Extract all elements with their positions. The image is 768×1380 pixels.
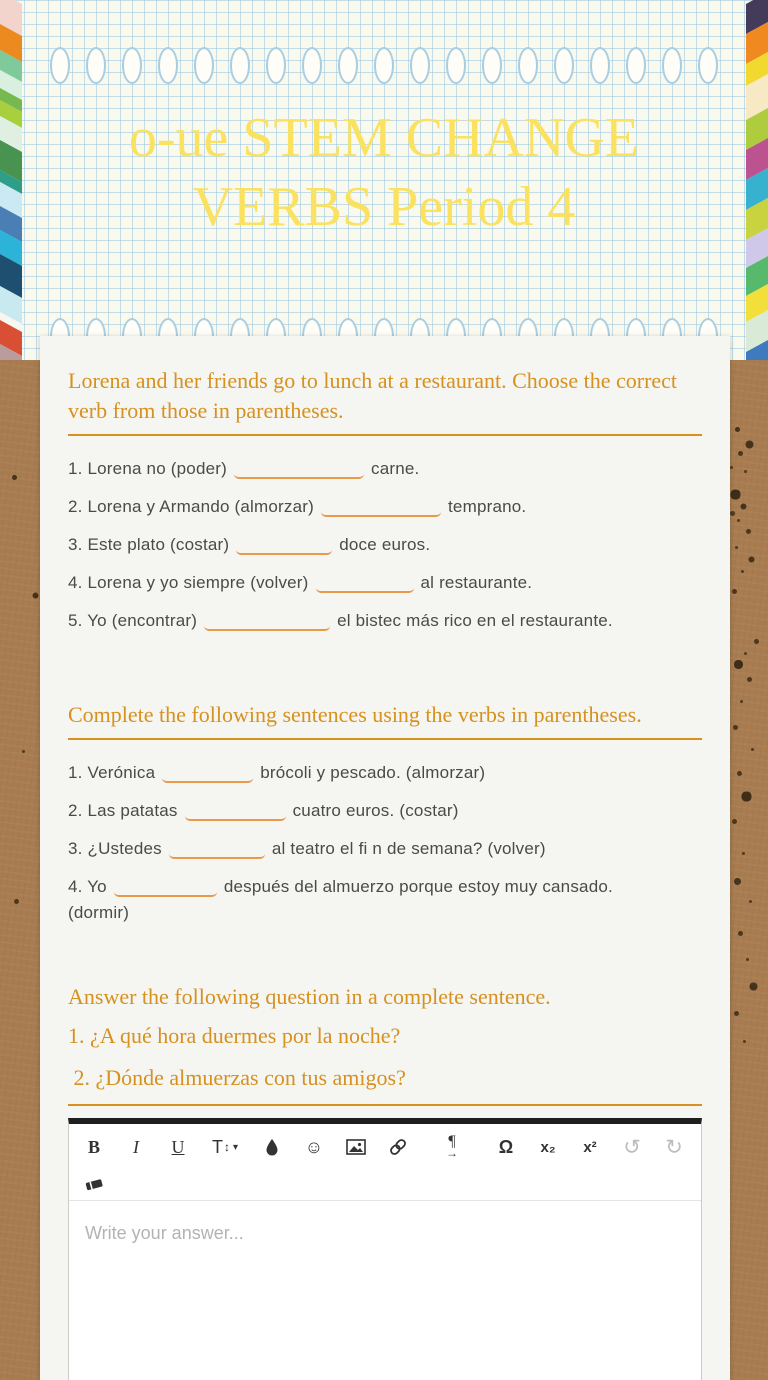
exercise2-heading: Complete the following sentences using the verbs in parentheses.: [68, 702, 642, 727]
question-row: [68, 798, 702, 824]
answer-textarea[interactable]: [69, 1201, 701, 1380]
section-exercise1: [68, 366, 702, 634]
question-row: [68, 760, 702, 786]
question-text-pre: 1. Lorena no (poder): [68, 459, 227, 478]
redo-button[interactable]: ↻: [659, 1132, 689, 1162]
question-text-post: el bistec más rico en el restaurante.: [337, 611, 613, 630]
open-question: 1. ¿A qué hora duermes por la noche?: [68, 1023, 401, 1048]
paper-hole-oval: [302, 47, 322, 84]
paper-hole-oval: [50, 47, 70, 84]
question-row: [68, 494, 702, 520]
answer-blank[interactable]: [162, 761, 253, 783]
question-row: [68, 532, 702, 558]
text-color-button[interactable]: [257, 1132, 287, 1162]
question-text-post: al restaurante.: [420, 573, 533, 592]
question-row: [68, 874, 702, 926]
question-text-pre: 3. Este plato (costar): [68, 535, 230, 554]
section-open-response: [68, 982, 702, 1106]
undo-button[interactable]: ↺: [617, 1132, 647, 1162]
paper-hole-oval: [338, 47, 358, 84]
italic-button[interactable]: I: [121, 1132, 151, 1162]
paper-hole-oval: [86, 47, 106, 84]
section-exercise2: [68, 700, 702, 926]
font-size-icon: T: [211, 1136, 223, 1157]
open-question: 2. ¿Dónde almuerzas con tus amigos?: [68, 1065, 406, 1090]
insert-link-button[interactable]: [383, 1132, 413, 1162]
image-icon: [346, 1139, 366, 1155]
question-text-pre: 2. Las patatas: [68, 801, 178, 820]
question-row: [68, 836, 702, 862]
paragraph-format-button[interactable]: [437, 1132, 467, 1162]
special-characters-button[interactable]: Ω: [491, 1132, 521, 1162]
ink-splatter-decoration: [0, 0, 3, 3]
editor-toolbar: [69, 1124, 701, 1201]
droplet-icon: [265, 1138, 279, 1157]
question-row: [68, 456, 702, 482]
link-icon: [389, 1138, 407, 1156]
answer-blank[interactable]: [316, 571, 414, 593]
arrow-right-icon: →: [446, 1146, 458, 1160]
paper-hole-oval: [158, 47, 178, 84]
paper-hole-oval: [266, 47, 286, 84]
exercise1-heading: Lorena and her friends go to lunch at a restaurant. Choose the correct verb from those in parentheses.: [68, 368, 678, 423]
paragraph-icon: ¶: [448, 1133, 456, 1150]
question-text-post: carne.: [371, 459, 420, 478]
toolbar-row-1: [79, 1126, 691, 1168]
question-text-pre: 2. Lorena y Armando (almorzar): [68, 497, 314, 516]
eraser-icon: [85, 1176, 104, 1192]
paper-hole-oval: [698, 47, 718, 84]
question-text-pre: 4. Lorena y yo siempre (volver): [68, 573, 309, 592]
paper-hole-oval: [518, 47, 538, 84]
worksheet-header: [0, 0, 768, 360]
question-text-post: brócoli y pescado. (almorzar): [260, 763, 486, 782]
answer-blank[interactable]: [114, 875, 217, 897]
answer-blank[interactable]: [169, 837, 265, 859]
answer-blank[interactable]: [234, 457, 364, 479]
answer-blank[interactable]: [321, 495, 441, 517]
question-text-pre: 1. Verónica: [68, 763, 156, 782]
worksheet-card: [40, 336, 730, 1380]
question-text-post: después del almuerzo porque estoy muy cansado.: [223, 877, 613, 896]
question-text-post: temprano.: [448, 497, 527, 516]
question-text-wrap: (dormir): [68, 903, 130, 922]
question-text-post: cuatro euros. (costar): [292, 801, 459, 820]
font-size-button[interactable]: [205, 1132, 245, 1162]
underline-button[interactable]: U: [163, 1132, 193, 1162]
question-text-post: al teatro el fi n de semana? (volver): [271, 839, 546, 858]
subscript-button[interactable]: x₂: [533, 1132, 563, 1162]
question-row: [68, 608, 702, 634]
toolbar-row-2: [79, 1168, 691, 1200]
paper-hole-oval: [482, 47, 502, 84]
question-text-pre: 5. Yo (encontrar): [68, 611, 198, 630]
answer-blank[interactable]: [185, 799, 286, 821]
clear-formatting-button[interactable]: [79, 1169, 109, 1199]
emoticons-button[interactable]: ☺: [299, 1132, 329, 1162]
question-text-post: doce euros.: [339, 535, 431, 554]
decorative-chevron-strip-right: [746, 0, 768, 360]
question-text-pre: 4. Yo: [68, 877, 107, 896]
answer-blank[interactable]: [236, 533, 332, 555]
paper-hole-oval: [122, 47, 142, 84]
paper-holes-top: [0, 47, 768, 84]
worksheet-title: o-ue STEM CHANGE VERBS Period 4: [128, 107, 640, 238]
bold-button[interactable]: B: [79, 1132, 109, 1162]
question-row: [68, 570, 702, 596]
paper-hole-oval: [590, 47, 610, 84]
chevron-down-icon: ▾: [232, 1141, 239, 1153]
superscript-button[interactable]: x²: [575, 1132, 605, 1162]
open-response-heading: Answer the following question in a complete sentence.: [68, 984, 551, 1009]
paper-hole-oval: [410, 47, 430, 84]
answer-blank[interactable]: [204, 609, 330, 631]
rich-text-editor: [68, 1118, 702, 1380]
font-size-arrows-icon: ↕: [223, 1140, 230, 1154]
section-divider: [68, 738, 702, 740]
insert-image-button[interactable]: [341, 1132, 371, 1162]
section-divider: [68, 1104, 702, 1106]
paper-hole-oval: [626, 47, 646, 84]
paper-hole-oval: [446, 47, 466, 84]
paper-hole-oval: [230, 47, 250, 84]
question-text-pre: 3. ¿Ustedes: [68, 839, 162, 858]
paper-hole-oval: [374, 47, 394, 84]
paper-hole-oval: [194, 47, 214, 84]
section-divider: [68, 434, 702, 436]
paper-hole-oval: [662, 47, 682, 84]
placeholder-text: Write your answer...: [85, 1223, 244, 1243]
decorative-chevron-strip-left: [0, 0, 22, 360]
paper-hole-oval: [554, 47, 574, 84]
